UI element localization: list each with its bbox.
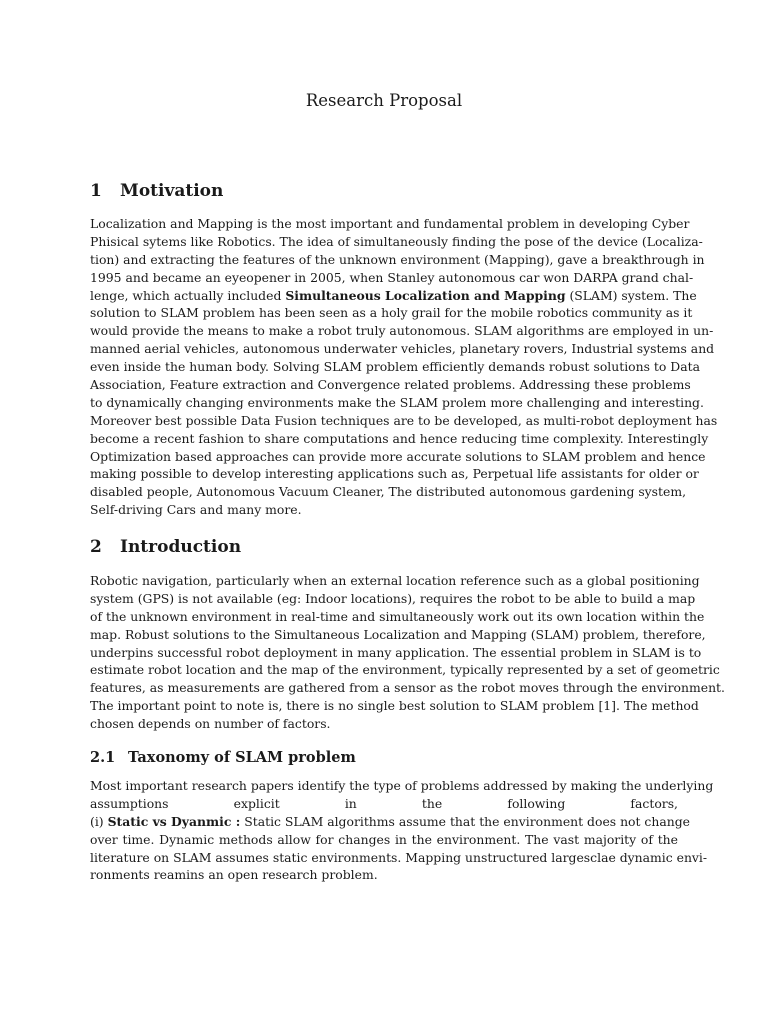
paragraph-line [90, 813, 690, 831]
paragraph-line: Localization and Mapping is the most important and fundamental problem in developing Cyber [90, 216, 690, 231]
paragraph-line: Association, Feature extraction and Convergence related problems. Addressing these problems [90, 377, 691, 393]
line-text: lenge, which actually included [90, 287, 286, 303]
paragraph-line: solution to SLAM problem has been seen as a holy grail for the mobile robotics community as it [90, 305, 693, 321]
paragraph-line: over time. Dynamic methods allow for changes in the environment. The vast majority of the [90, 831, 678, 847]
paragraph-line: manned aerial vehicles, autonomous underwater vehicles, planetary rovers, Industrial systems and [90, 341, 715, 357]
paragraph-line: Self-driving Cars and many more. [90, 502, 302, 518]
paragraph-line: estimate robot location and the map of the environment, typically represented by a set of geometric [90, 662, 720, 678]
subsection-number: 2.1 [90, 749, 116, 766]
section-title: Motivation [120, 181, 224, 201]
motivation-paragraph [90, 215, 718, 519]
paragraph-line: literature on SLAM assumes static environments. Mapping unstructured largesclae dynamic envi- [90, 849, 708, 865]
paragraph-line: system (GPS) is not available (eg: Indoor locations), requires the robot to be able to build a map [90, 590, 696, 606]
paragraph-line [90, 287, 697, 305]
paragraph-line: Most important research papers identify the type of problems addressed by making the underlying [90, 778, 714, 793]
section-number: 1 [90, 181, 102, 201]
line-text: Static SLAM algorithms assume that the environment does not change [240, 813, 690, 829]
line-text: (SLAM) system. The [565, 287, 697, 303]
section-heading-motivation [90, 180, 223, 202]
bold-term: Simultaneous Localization and Mapping [285, 287, 566, 303]
paragraph-line: assumptions explicit in the following factors, [90, 795, 678, 811]
paragraph-line: Robotic navigation, particularly when an external location reference such as a global positioning [90, 573, 700, 588]
section-number: 2 [90, 537, 102, 557]
bold-term: Static vs Dyanmic : [107, 813, 241, 829]
paragraph-line: to dynamically changing environments make the SLAM prolem more challenging and interesting. [90, 394, 704, 410]
introduction-paragraph [90, 572, 725, 733]
paragraph-line: tion) and extracting the features of the unknown environment (Mapping), gave a breakthrough in [90, 251, 705, 267]
subsection-heading-taxonomy [90, 748, 356, 768]
paragraph-line: chosen depends on number of factors. [90, 716, 331, 732]
subsection-title: Taxonomy of SLAM problem [128, 749, 356, 766]
paragraph-line: become a recent fashion to share computations and hence reducing time complexity. Interestingly [90, 430, 709, 446]
paragraph-line: The important point to note is, there is no single best solution to SLAM problem [1]. The method [90, 698, 699, 714]
paragraph-line: Optimization based approaches can provide more accurate solutions to SLAM problem and hence [90, 448, 706, 464]
paragraph-line: features, as measurements are gathered from a sensor as the robot moves through the environment. [90, 680, 725, 696]
page-title: Research Proposal [305, 91, 463, 110]
paragraph-line: would provide the means to make a robot truly autonomous. SLAM algorithms are employed in un- [90, 323, 714, 339]
section-heading-introduction [90, 536, 241, 558]
paragraph-line: even inside the human body. Solving SLAM problem efficiently demands robust solutions to Data [90, 359, 700, 375]
taxonomy-paragraph [90, 777, 714, 884]
paragraph-line: Moreover best possible Data Fusion techniques are to be developed, as multi-robot deployment has [90, 412, 718, 428]
line-text: (i) [90, 813, 108, 829]
paragraph-line: making possible to develop interesting applications such as, Perpetual life assistants for older or [90, 466, 699, 482]
paragraph-line: Phisical sytems like Robotics. The idea of simultaneously finding the pose of the device (Localiza- [90, 233, 703, 249]
paragraph-line: disabled people, Autonomous Vacuum Cleaner, The distributed autonomous gardening system, [90, 484, 687, 500]
paragraph-line: ronments reamins an open research problem. [90, 867, 378, 883]
paragraph-line: map. Robust solutions to the Simultaneous Localization and Mapping (SLAM) problem, therefore, [90, 626, 706, 642]
paragraph-line: underpins successful robot deployment in many application. The essential problem in SLAM is to [90, 644, 702, 660]
paragraph-line: 1995 and became an eyeopener in 2005, when Stanley autonomous car won DARPA grand chal- [90, 269, 694, 285]
paragraph-line: of the unknown environment in real-time and simultaneously work out its own location within the [90, 608, 705, 624]
section-title: Introduction [120, 537, 242, 557]
